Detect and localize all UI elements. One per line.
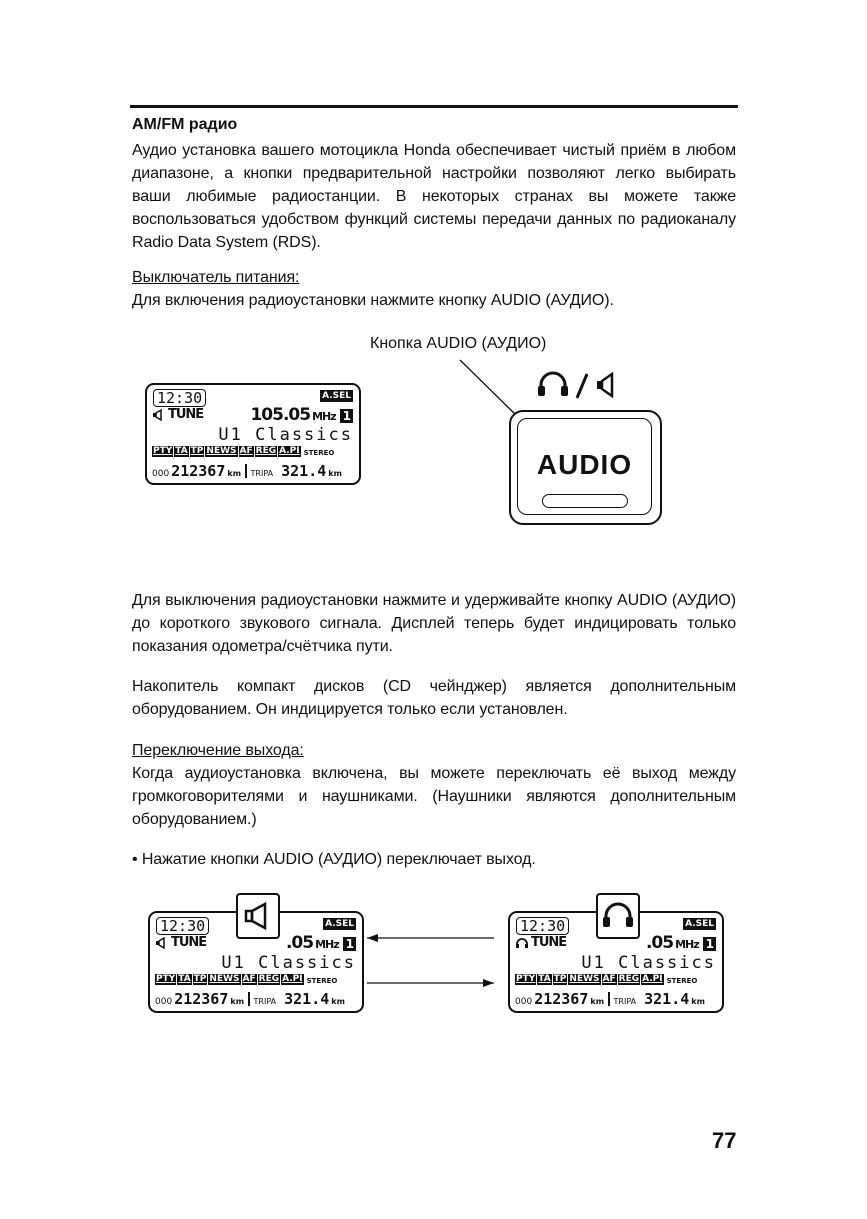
flag-reg: REG (618, 974, 640, 984)
station-name: U1 Classics (221, 953, 356, 973)
speaker-icon (155, 937, 169, 949)
tune-label: TUNE (531, 935, 567, 950)
flag-ta: TA (175, 446, 188, 456)
flag-tp: TP (190, 446, 204, 456)
station-name: U1 Classics (581, 953, 716, 973)
trip-unit: km (691, 997, 705, 1006)
tune-label: TUNE (171, 935, 207, 950)
trip-label: TRIPA (613, 997, 637, 1006)
flag-reg: REG (258, 974, 280, 984)
trip-unit: km (331, 997, 345, 1006)
section-heading: AM/FM радио (132, 116, 238, 133)
flag-pty: PTY (156, 974, 176, 984)
clock: 12:30 (156, 917, 209, 935)
flag-api: A.PI (279, 446, 300, 456)
separator (608, 992, 610, 1006)
output-switch-title: Переключение выхода: (132, 742, 304, 759)
intro-paragraph: Аудио установка вашего мотоцикла Honda обеспечивает чистый приём в любом диапазоне, а кнопки предварительной настройки позволяют легко выбирать ваши любимые радиостанции. В некоторых странах вы можете также воспользоваться удобством функций системы передачи данных по радиоканалу Radio Data System (RDS). (132, 142, 736, 251)
flag-api: A.PI (282, 974, 303, 984)
stereo-indicator: STEREO (306, 977, 338, 985)
trip-label: TRIPA (250, 469, 274, 478)
odometer-value: 212367 (171, 462, 226, 480)
cd-changer-paragraph: Накопитель компакт дисков (CD чейнджер) является дополнительным оборудованием. Он индицируется только если установлен. (132, 678, 736, 718)
audio-button-callout: Кнопка AUDIO (АУДИО) (370, 335, 547, 352)
frequency-unit: MHz (675, 938, 699, 951)
headphone-icon (602, 901, 634, 931)
flag-ta: TA (178, 974, 191, 984)
flag-news: NEWS (206, 446, 237, 456)
flag-api: A.PI (642, 974, 663, 984)
flag-news: NEWS (569, 974, 600, 984)
frequency-unit: MHz (315, 938, 339, 951)
tune-indicator (515, 935, 566, 950)
odometer-unit: km (230, 997, 245, 1006)
speaker-icon (243, 901, 273, 931)
headphone-popup (596, 893, 640, 939)
odometer-prefix: 000 (152, 469, 170, 479)
trip-unit: km (328, 469, 342, 478)
odometer-row (155, 990, 345, 1008)
asel-indicator: A.SEL (325, 919, 354, 929)
trip-value: 321.4 (281, 462, 327, 480)
trip-value: 321.4 (644, 990, 690, 1008)
power-switch-text: Для включения радиоустановки нажмите кнопку AUDIO (АУДИО). (132, 292, 614, 309)
output-bullet: • Нажатие кнопки AUDIO (АУДИО) переключает выход. (132, 851, 536, 868)
power-switch-title: Выключатель питания: (132, 269, 300, 286)
power-off-paragraph: Для выключения радиоустановки нажмите и удерживайте кнопку AUDIO (АУДИО) до короткого звукового сигнала. Дисплей теперь будет индицировать только показания одометра/счётчика пути. (132, 592, 736, 655)
tune-label: TUNE (168, 407, 204, 422)
flag-reg: REG (255, 446, 277, 456)
frequency-value: 105.05 (250, 405, 311, 425)
flag-af: AF (602, 974, 616, 984)
trip-value: 321.4 (284, 990, 330, 1008)
clock: 12:30 (516, 917, 569, 935)
speaker-popup (236, 893, 280, 939)
rds-flags (155, 974, 337, 985)
clock: 12:30 (153, 389, 206, 407)
flag-pty: PTY (153, 446, 173, 456)
headphone-icon (515, 937, 529, 949)
separator (248, 992, 250, 1006)
trip-label: TRIPA (253, 997, 277, 1006)
preset-channel: 1 (703, 937, 716, 951)
output-switch-text: Когда аудиоустановка включена, вы можете переключать её выход между громкоговорителями и наушниками. (Наушники являются дополнительным оборудованием.) (132, 765, 736, 828)
audio-button-bar (542, 494, 628, 508)
preset-channel: 1 (343, 937, 356, 951)
frequency-unit: MHz (312, 410, 336, 423)
odometer-value: 212367 (174, 990, 229, 1008)
audio-button-label: AUDIO (536, 449, 633, 480)
flag-pty: PTY (516, 974, 536, 984)
flag-news: NEWS (209, 974, 240, 984)
flag-af: AF (242, 974, 256, 984)
flag-tp: TP (193, 974, 207, 984)
preset-channel: 1 (340, 409, 353, 423)
flag-ta: TA (538, 974, 551, 984)
frequency (286, 933, 356, 953)
audio-button-face (517, 418, 652, 515)
odometer-value: 212367 (534, 990, 589, 1008)
flag-af: AF (239, 446, 253, 456)
odometer-prefix: 000 (515, 997, 533, 1007)
frequency (646, 933, 716, 953)
odometer-row (515, 990, 705, 1008)
asel-indicator: A.SEL (322, 391, 351, 401)
odometer-prefix: 000 (155, 997, 173, 1007)
odometer-unit: km (227, 469, 242, 478)
flag-tp: TP (553, 974, 567, 984)
audio-button[interactable] (509, 410, 662, 525)
asel-indicator: A.SEL (685, 919, 714, 929)
frequency-value: .05 (645, 933, 674, 953)
page-number: 77 (712, 1128, 737, 1153)
rds-flags (515, 974, 697, 985)
frequency-value: .05 (285, 933, 314, 953)
station-name: U1 Classics (218, 425, 353, 445)
tune-indicator (155, 935, 206, 950)
stereo-indicator: STEREO (666, 977, 698, 985)
stereo-indicator: STEREO (303, 449, 335, 457)
odometer-unit: km (590, 997, 605, 1006)
